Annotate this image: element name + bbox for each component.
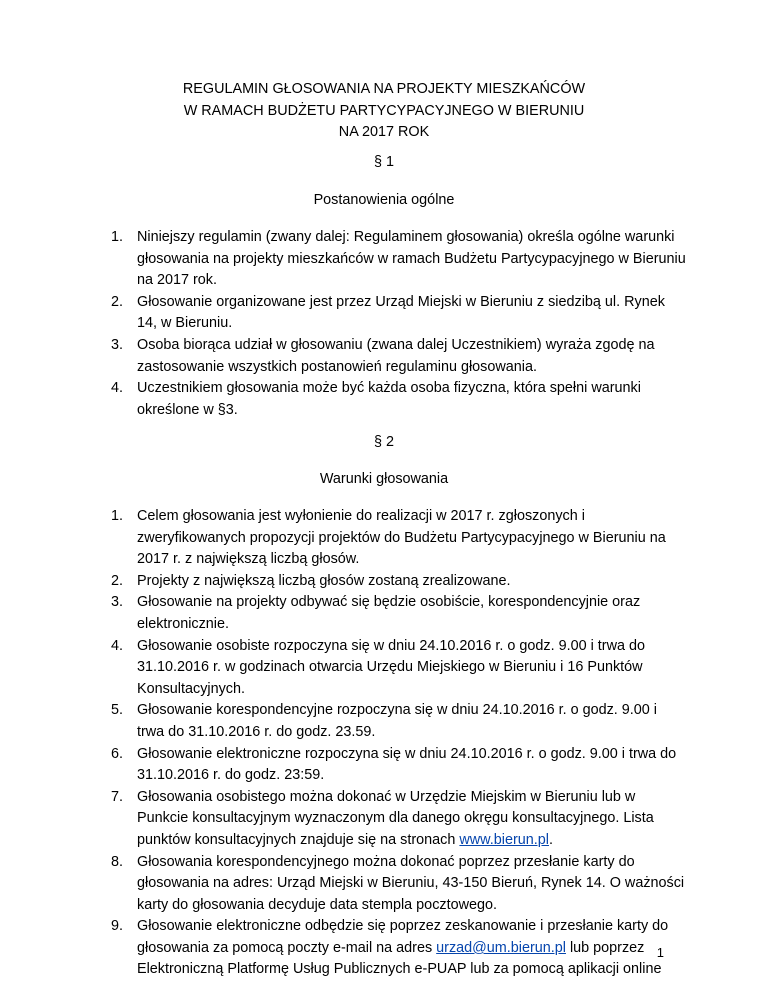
website-link[interactable]: www.bierun.pl: [459, 831, 549, 848]
list-item: [0, 636, 768, 701]
item-text: Głosowania korespondencyjnego można dokonać poprzez przesłanie karty do głosowania na adres: Urząd Miejski w Bieruniu, 43-150 Bieruń, Rynek 14. O ważności karty do głosowania decyduje data stempla pocztowego.: [137, 853, 685, 913]
item-text: Niniejszy regulamin (zwany dalej: Regulaminem głosowania) określa ogólne warunki głosowania na projekty mieszkańców w ramach Budżetu Partycypacyjnego w Bieruniu na 2017 rok.: [137, 229, 686, 289]
item-text-after-link: lub poprzez Elektroniczną Platformę Usług Publicznych e-PUAP lub za pomocą aplikacji online: [137, 939, 662, 978]
item-text: Celem głosowania jest wyłonienie do realizacji w 2017 r. zgłoszonych i zweryfikowanych propozycji projektów do Budżetu Partycypacyjnego w Bieruniu na 2017 r. z największą liczbą głosów.: [137, 508, 666, 568]
page-number: 1: [656, 945, 664, 960]
title-line-1: REGULAMIN GŁOSOWANIA NA PROJEKTY MIESZKAŃCÓW: [182, 81, 586, 97]
item-text: Głosowanie osobiste rozpoczyna się w dniu 24.10.2016 r. o godz. 9.00 i trwa do 31.10.2016 r. w godzinach otwarcia Urzędu Miejskiego w Bieruniu i 16 Punktów Konsultacyjnych.: [137, 637, 645, 697]
list-item: [0, 592, 768, 635]
list-item: [0, 916, 768, 981]
section-2-heading: Warunki głosowania: [319, 471, 449, 487]
item-text: Głosowanie korespondencyjne rozpoczyna się w dniu 24.10.2016 r. o godz. 9.00 i trwa do 31.10.2016 r. do godz. 23.59.: [137, 702, 657, 740]
item-number: 3.: [111, 336, 124, 353]
list-item: [0, 292, 768, 335]
item-text-before-link: Głosowanie elektroniczne odbędzie się poprzez zeskanowanie i przesłanie karty do głosowania za pomocą poczty e-mail na adres: [137, 918, 669, 956]
email-link[interactable]: urzad@um.bierun.pl: [436, 939, 566, 956]
item-text-after-link: .: [548, 831, 553, 848]
item-number: 2.: [111, 293, 124, 310]
item-number: 7.: [111, 788, 124, 805]
item-text: Projekty z największą liczbą głosów zostaną zrealizowane.: [137, 572, 511, 589]
item-number: 9.: [111, 918, 124, 935]
item-number: 4.: [111, 380, 124, 397]
item-number: 8.: [111, 853, 124, 870]
item-text-before-link: Głosowania osobistego można dokonać w Urzędzie Miejskim w Bieruniu lub w Punkcie konsultacyjnym wyznaczonym dla danego okręgu konsultacyjnego. Lista punktów konsultacyjnych znajduje się na stronach: [137, 788, 654, 848]
item-number: 6.: [111, 745, 124, 762]
list-item: [0, 335, 768, 378]
section-2-mark: § 2: [373, 434, 394, 450]
list-item: [0, 227, 768, 292]
item-number: 1.: [111, 229, 124, 245]
list-item: [0, 378, 768, 421]
item-text: Głosowanie na projekty odbywać się będzie osobiście, korespondencyjnie oraz elektronicznie.: [137, 594, 641, 632]
document-title: [0, 79, 768, 144]
list-item: [0, 852, 768, 917]
item-text: Głosowanie elektroniczne rozpoczyna się w dniu 24.10.2016 r. o godz. 9.00 i trwa do 31.10.2016 r. do godz. 23:59.: [137, 745, 677, 784]
item-number: 4.: [111, 637, 124, 654]
title-line-2: W RAMACH BUDŻETU PARTYCYPACYJNEGO W BIERUNIU: [183, 102, 585, 119]
title-line-3: NA 2017 ROK: [338, 124, 430, 140]
item-number: 5.: [111, 702, 124, 719]
section-2-list: [0, 506, 768, 981]
list-item: [0, 744, 768, 787]
item-text: Uczestnikiem głosowania może być każda osoba fizyczna, która spełni warunki określone w §3.: [137, 380, 641, 418]
list-item: [0, 787, 768, 852]
list-item: [0, 700, 768, 743]
item-number: 2.: [111, 572, 124, 589]
list-item: [0, 506, 768, 571]
item-number: 3.: [111, 594, 124, 611]
item-text: Głosowanie organizowane jest przez Urząd Miejski w Bieruniu z siedzibą ul. Rynek 14, w Bieruniu.: [137, 293, 665, 332]
item-number: 1.: [111, 508, 124, 524]
section-1-mark: § 1: [373, 154, 394, 170]
section-1-list: [0, 227, 768, 421]
item-text: Osoba biorąca udział w głosowaniu (zwana dalej Uczestnikiem) wyraża zgodę na zastosowanie wszystkich postanowień regulaminu głosowania.: [137, 336, 655, 375]
section-1-heading: Postanowienia ogólne: [313, 192, 455, 208]
list-item: [0, 571, 768, 593]
